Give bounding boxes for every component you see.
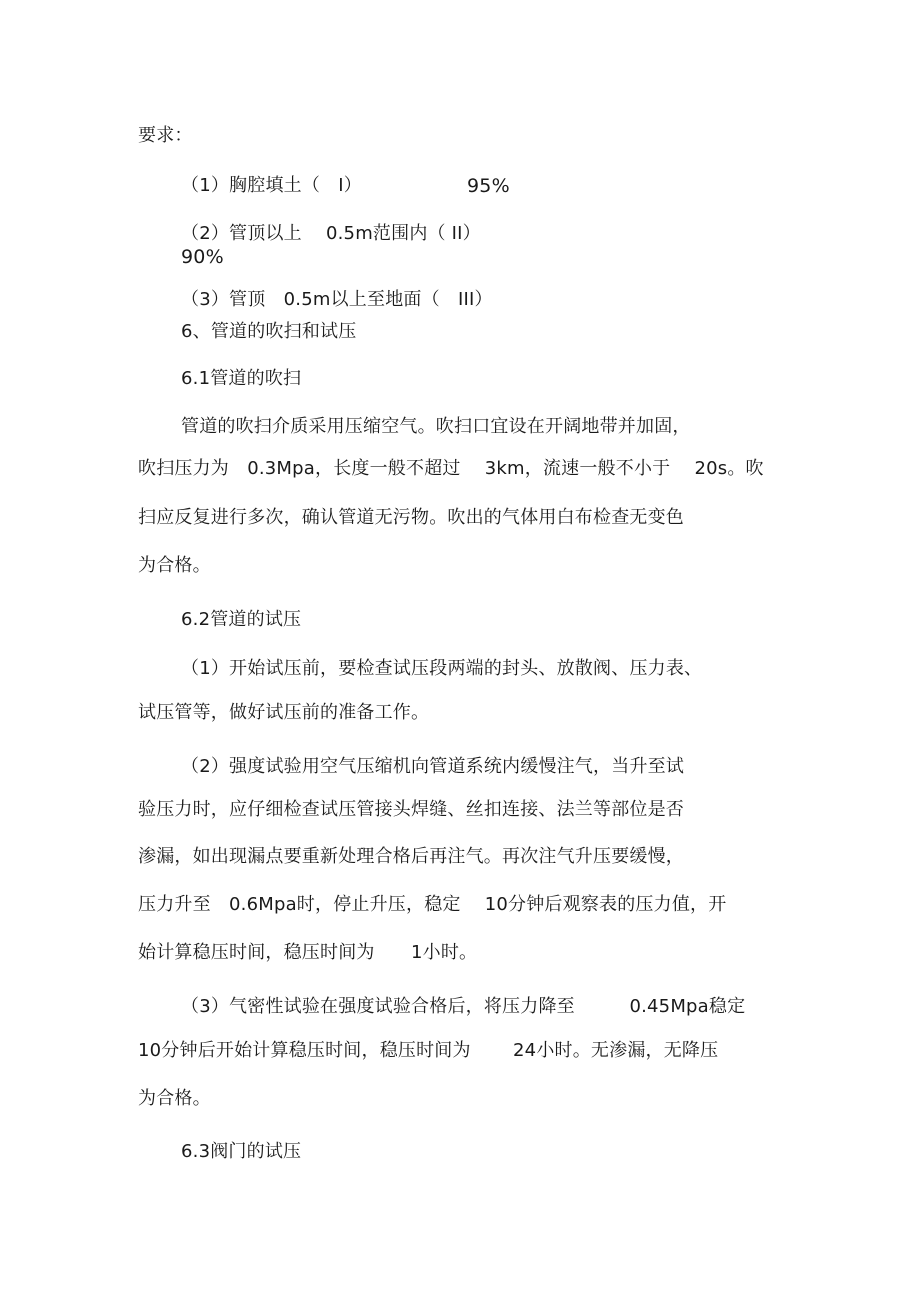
text-line: 为合格。 <box>138 555 211 576</box>
text-line: （2）强度试验用空气压缩机向管道系统内缓慢注气，当升至试 <box>181 756 685 777</box>
subsection-heading: 6.1管道的吹扫 <box>181 368 302 389</box>
section-heading: 6、管道的吹扫和试压 <box>181 321 357 342</box>
text-line: 管道的吹扫介质采用压缩空气。吹扫口宜设在开阔地带并加固， <box>181 416 691 437</box>
text-line: （2）管顶以上 0.5m范围内（ II） <box>181 223 481 244</box>
subsection-heading: 6.3阀门的试压 <box>181 1141 302 1162</box>
text-line: 渗漏，如出现漏点要重新处理合格后再注气。再次注气升压要缓慢， <box>138 846 684 867</box>
text-line: 95% <box>467 175 510 197</box>
text-line: 10分钟后开始计算稳压时间，稳压时间为 24小时。无渗漏，无降压 <box>138 1040 719 1061</box>
text-line: 为合格。 <box>138 1088 211 1109</box>
text-line: 始计算稳压时间，稳压时间为 1小时。 <box>138 942 478 963</box>
text-line: 扫应反复进行多次，确认管道无污物。吹出的气体用白布检查无变色 <box>138 507 684 528</box>
text-line: 要求： <box>138 125 193 146</box>
subsection-heading: 6.2管道的试压 <box>181 609 302 630</box>
text-line: 吹扫压力为 0.3Mpa，长度一般不超过 3km，流速一般不小于 20s。吹 <box>138 458 764 479</box>
text-line: 试压管等，做好试压前的准备工作。 <box>138 702 430 723</box>
text-line: 验压力时，应仔细检查试压管接头焊缝、丝扣连接、法兰等部位是否 <box>138 799 684 820</box>
text-line: （1）胸腔填土（ I） <box>181 175 362 196</box>
text-line: （3）管顶 0.5m以上至地面（ III） <box>181 289 493 310</box>
text-line: （3）气密性试验在强度试验合格后，将压力降至 0.45Mpa稳定 <box>181 996 746 1017</box>
text-line: 压力升至 0.6Mpa时，停止升压，稳定 10分钟后观察表的压力值，开 <box>138 894 727 915</box>
text-line: 90% <box>181 246 224 268</box>
text-line: （1）开始试压前，要检查试压段两端的封头、放散阀、压力表、 <box>181 658 703 679</box>
